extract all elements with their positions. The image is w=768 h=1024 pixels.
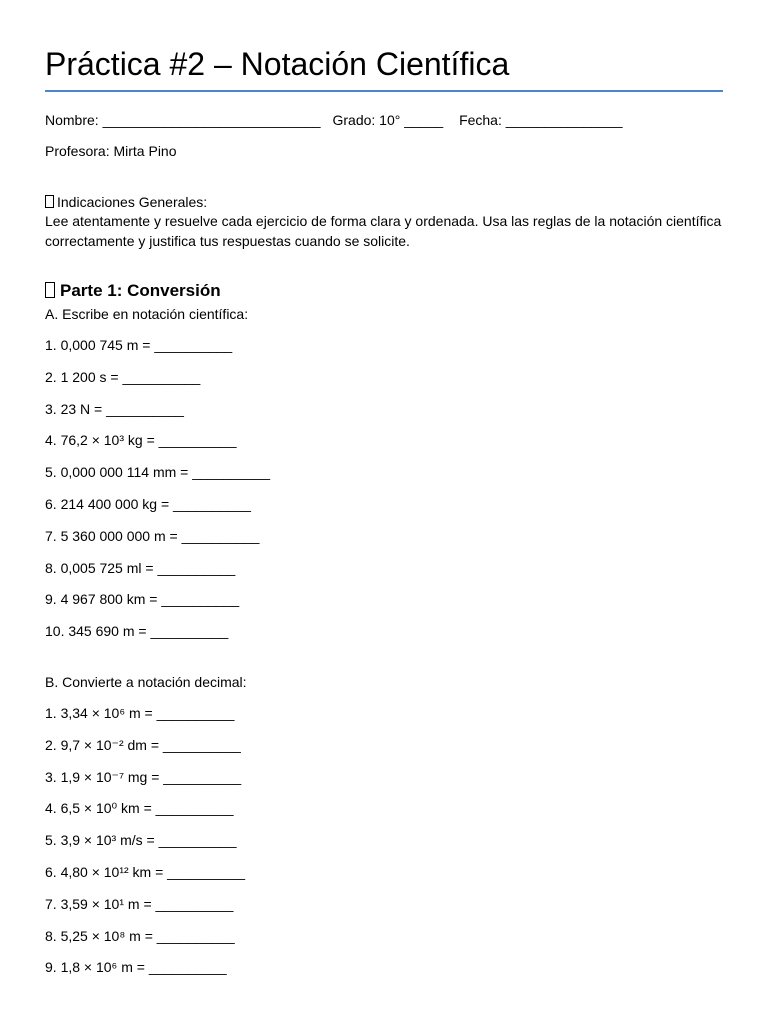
grado-field: Grado: 10° _____: [332, 112, 444, 128]
part-b-label: B. Convierte a notación decimal:: [45, 674, 247, 690]
page-title: Práctica #2 – Notación Científica: [45, 46, 510, 82]
section-title-parte-1: [45, 280, 221, 302]
list-item: 3. 1,9 × 10⁻⁷ mg = __________: [45, 768, 242, 785]
list-item: 8. 0,005 725 ml = __________: [45, 559, 236, 576]
list-item: 5. 3,9 × 10³ m/s = __________: [45, 832, 237, 849]
teacher-name: Profesora: Mirta Pino: [45, 143, 177, 159]
missing-glyph-icon: [45, 282, 55, 298]
part-a-list: [45, 335, 270, 653]
list-item: 1. 3,34 × 10⁶ m = __________: [45, 705, 235, 721]
list-item: 6. 214 400 000 kg = __________: [45, 495, 251, 512]
instructions-heading: [45, 192, 207, 212]
list-item: 2. 9,7 × 10⁻² dm = __________: [45, 736, 241, 753]
list-item: 4. 6,5 × 10⁰ km = __________: [45, 800, 234, 817]
list-item: 9. 4 967 800 km = __________: [45, 591, 240, 608]
list-item: 10. 345 690 m = __________: [45, 623, 229, 640]
missing-glyph-icon: [45, 195, 54, 208]
list-item: 7. 3,59 × 10¹ m = __________: [45, 895, 234, 912]
part-a-label: A. Escribe en notación científica:: [45, 306, 249, 322]
list-item: 8. 5,25 × 10⁸ m = __________: [45, 927, 235, 944]
nombre-field: Nombre: ____________________________: [45, 112, 321, 128]
list-item: 7. 5 360 000 000 m = __________: [45, 527, 260, 544]
instructions-body: Lee atentamente y resuelve cada ejercicio de forma clara y ordenada. Usa las reglas de la notación científica correctamente y justifica tus respuestas cuando se solicite.: [45, 213, 722, 249]
part-b-list: [45, 703, 245, 989]
list-item: 2. 1 200 s = __________: [45, 368, 201, 385]
instructions-heading-text: Indicaciones Generales:: [57, 194, 208, 210]
section-title-text: Parte 1: Conversión: [60, 281, 221, 300]
list-item: 4. 76,2 × 10³ kg = __________: [45, 432, 237, 449]
list-item: 6. 4,80 × 10¹² km = __________: [45, 863, 246, 880]
fecha-field: Fecha: _______________: [459, 112, 623, 128]
list-item: 5. 0,000 000 114 mm = __________: [45, 464, 271, 481]
list-item: 1. 0,000 745 m = __________: [45, 337, 233, 353]
list-item: 9. 1,8 × 10⁶ m = __________: [45, 959, 227, 976]
list-item: 3. 23 N = __________: [45, 400, 184, 417]
student-info-row: [45, 110, 623, 130]
title-underline: [45, 90, 723, 92]
